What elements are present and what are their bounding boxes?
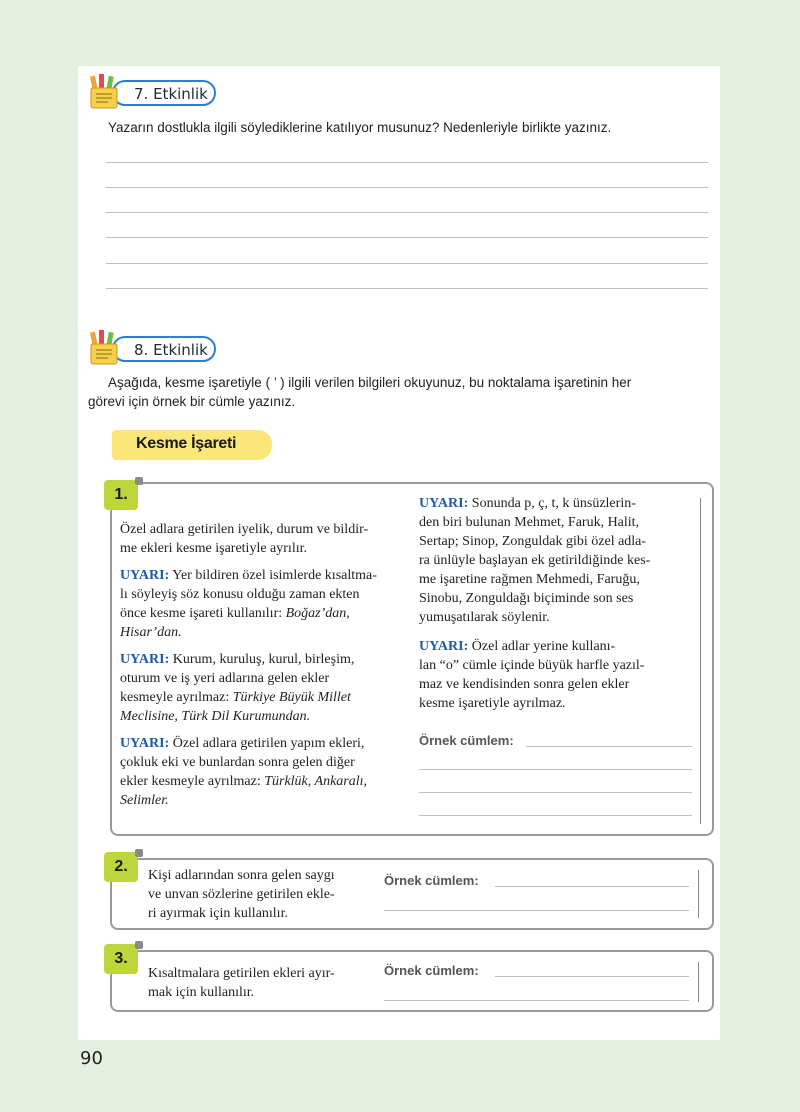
activity-7-tab <box>112 80 216 106</box>
text-line: Kurum, kuruluş, kurul, birleşim, <box>169 652 355 667</box>
activity-7-title: 7. Etkinlik <box>134 85 208 103</box>
answer-line[interactable] <box>106 162 708 163</box>
warning-label: UYARI: <box>419 639 469 654</box>
text-line: me işaretine rağmen Mehmedi, Faruğu, <box>419 572 640 587</box>
text-line: Özel adlara getirilen iyelik, durum ve bildir- <box>120 522 369 537</box>
text-line: maz ve kendisinden sonra gelen ekler <box>419 677 630 692</box>
text-line: ri ayırmak için kullanılır. <box>148 906 288 921</box>
text-line: lan “o” cümle içinde büyük harfle yazıl- <box>419 658 645 673</box>
text-line: lı söyleyiş söz konusu olduğu zaman ekten <box>120 587 360 602</box>
warning-1 <box>120 566 410 642</box>
warning-2 <box>120 650 410 726</box>
activity-8-title: 8. Etkinlik <box>134 341 208 359</box>
example-text: Türkiye Büyük Millet <box>232 690 351 705</box>
example-answer-line[interactable] <box>419 769 692 770</box>
example-answer-line[interactable] <box>419 792 692 793</box>
rule-1-text <box>120 520 410 558</box>
text-line: yumuşatılarak söylenir. <box>419 610 550 625</box>
example-label-2: Örnek cümlem: <box>384 873 479 888</box>
example-text: Selimler. <box>120 793 169 808</box>
example-label-1: Örnek cümlem: <box>419 733 514 748</box>
example-text: Meclisine, Türk Dil Kurumundan. <box>120 709 311 724</box>
text-line: ve unvan sözlerine getirilen ekle- <box>148 887 335 902</box>
section-label <box>112 430 272 460</box>
rule-number-2: 2. <box>104 852 138 882</box>
rule-3-text <box>148 964 378 1002</box>
answer-line[interactable] <box>106 212 708 213</box>
text-line: kesme işaretiyle ayrılmaz. <box>419 696 566 711</box>
text-line: me ekleri kesme işaretiyle ayrılır. <box>120 541 307 556</box>
text-line: den biri bulunan Mehmet, Faruk, Halit, <box>419 515 640 530</box>
answer-line[interactable] <box>106 237 708 238</box>
text-line: ra ünlüyle başlayan ek getirildiğinde kes- <box>419 553 651 568</box>
text-line: Sinobu, Zonguldağı biçiminde son ses <box>419 591 634 606</box>
activity-8-tab <box>112 336 216 362</box>
section-label-text: Kesme İşareti <box>136 435 237 452</box>
column-divider <box>698 870 699 918</box>
example-answer-line[interactable] <box>495 886 689 887</box>
answer-line[interactable] <box>106 288 708 289</box>
warning-label: UYARI: <box>120 568 170 583</box>
text-line: ekler kesmeyle ayrılmaz: <box>120 774 265 789</box>
example-answer-line[interactable] <box>495 976 689 977</box>
page-number: 90 <box>80 1048 103 1069</box>
warning-label: UYARI: <box>120 736 170 751</box>
column-divider <box>700 498 701 824</box>
warning-4 <box>419 494 695 627</box>
example-text: Türklük, Ankaralı, <box>264 774 368 789</box>
example-answer-line[interactable] <box>526 746 692 747</box>
activity-8-banner <box>88 334 228 364</box>
text-line: Özel adlara getirilen yapım ekleri, <box>169 736 365 751</box>
instruction-line: görevi için örnek bir cümle yazınız. <box>88 394 296 409</box>
example-label-3: Örnek cümlem: <box>384 963 479 978</box>
example-answer-line[interactable] <box>419 815 692 816</box>
example-text: Boğaz’dan, <box>285 606 350 621</box>
example-text: Hisar’dan. <box>120 625 182 640</box>
example-answer-line[interactable] <box>384 910 689 911</box>
text-line: Yer bildiren özel isimlerde kısaltma- <box>169 568 377 583</box>
text-line: mak için kullanılır. <box>148 985 255 1000</box>
warning-3 <box>120 734 410 810</box>
warning-5 <box>419 637 695 713</box>
rule-number-1: 1. <box>104 480 138 510</box>
warning-label: UYARI: <box>419 496 469 511</box>
rule-2-text <box>148 866 378 923</box>
text-line: Sonunda p, ç, t, k ünsüzlerin- <box>468 496 636 511</box>
text-line: kesmeyle ayrılmaz: <box>120 690 233 705</box>
activity-8-instruction <box>88 373 708 411</box>
answer-line[interactable] <box>106 187 708 188</box>
activity-7-banner <box>88 78 228 108</box>
activity-7-question: Yazarın dostlukla ilgili söylediklerine katılıyor musunuz? Nedenleriyle birlikte yazınız. <box>108 120 612 135</box>
text-line: çokluk eki ve bunlardan sonra gelen diğer <box>120 755 355 770</box>
warning-label: UYARI: <box>120 652 170 667</box>
rule-1-left-column <box>120 520 410 810</box>
instruction-line: Aşağıda, kesme işaretiyle ( ’ ) ilgili verilen bilgileri okuyunuz, bu noktalama işaretinin her <box>108 375 632 390</box>
example-answer-line[interactable] <box>384 1000 689 1001</box>
pencil-cup-icon <box>88 330 122 366</box>
text-line: Kişi adlarından sonra gelen saygı <box>148 868 335 883</box>
rule-1-right-column <box>419 494 695 713</box>
rule-number-3: 3. <box>104 944 138 974</box>
text-line: Özel adlar yerine kullanı- <box>468 639 616 654</box>
answer-line[interactable] <box>106 263 708 264</box>
text-line: Kısaltmalara getirilen ekleri ayır- <box>148 966 335 981</box>
pencil-cup-icon <box>88 74 122 110</box>
column-divider <box>698 962 699 1002</box>
text-line: oturum ve iş yeri adlarına gelen ekler <box>120 671 330 686</box>
text-line: Sertap; Sinop, Zonguldak gibi özel adla- <box>419 534 647 549</box>
text-line: önce kesme işareti kullanılır: <box>120 606 286 621</box>
